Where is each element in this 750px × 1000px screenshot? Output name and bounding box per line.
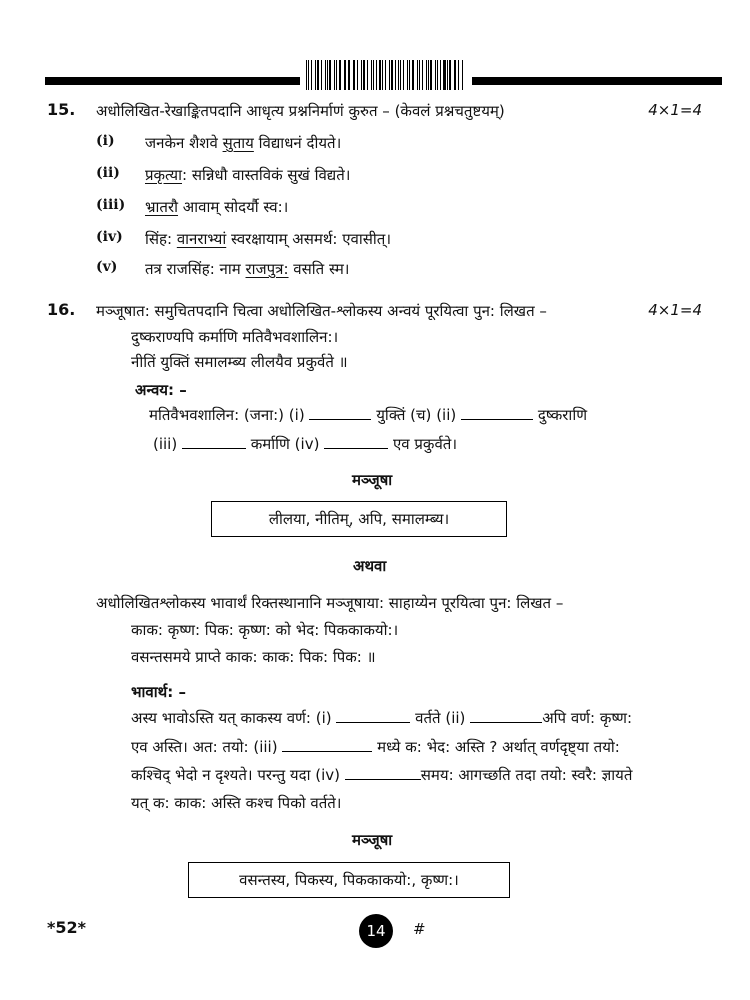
barcode-bar: [400, 60, 401, 90]
q15-item-label: (ii): [96, 165, 120, 181]
barcode-bar: [308, 60, 309, 90]
athava-label: अथवा: [353, 557, 387, 575]
question-16-instruction: मञ्जूषात: समुचितपदानि चित्वा अधोलिखित-श्लोकस्य अन्वयं पूरयित्वा पुन: लिखत –: [96, 302, 547, 320]
anvaya-blank-ii: [461, 407, 533, 420]
q15-item-pre: जनकेन शैशवे: [145, 134, 223, 152]
bhavarth-text-1a: अस्य भावोऽस्ति यत् काकस्य वर्ण: (i): [131, 709, 332, 727]
anvaya-text-e: दुष्कराणि: [537, 406, 588, 424]
q15-item-text: [145, 229, 391, 249]
barcode-bar: [409, 60, 410, 90]
barcode-bar: [407, 60, 408, 90]
barcode-bar: [403, 60, 404, 90]
barcode-bar: [389, 60, 390, 90]
q15-item-post: वसति स्म।: [288, 260, 350, 278]
barcode-bar: [455, 60, 456, 90]
barcode-image: [306, 60, 464, 90]
anvaya-text-c: युक्तिं (च): [376, 406, 432, 424]
bhavarth-text-1c: अपि वर्ण: कृष्ण:: [542, 709, 633, 727]
q15-item-underlined-word: राजपुत्र:: [245, 260, 289, 278]
anvaya-blank-iii: [182, 436, 246, 449]
barcode-bar: [367, 60, 368, 90]
q15-item-post: आवाम् सोदर्यौ स्व:।: [178, 198, 289, 216]
anvaya-text-end: एव प्रकुर्वते।: [392, 435, 458, 453]
anvaya-text-a: मतिवैभवशालिन: (जना:): [149, 406, 285, 424]
barcode-bar: [430, 60, 431, 90]
alt-shloka-line-1: काक: कृष्ण: पिक: कृष्ण: को भेद: पिककाकयो:।: [131, 621, 399, 639]
bhavarth-line-3: [131, 765, 632, 785]
q15-item-text: [145, 259, 349, 279]
anvaya-text-iv: (iv): [294, 435, 320, 453]
bhavarth-text-3a: कश्चिद् भेदो न दृश्यते। परन्तु यदा (iv): [131, 766, 340, 784]
barcode-bar: [385, 60, 386, 90]
barcode-bar: [447, 60, 448, 90]
manjusha-box-2: [188, 862, 510, 898]
barcode-bar: [306, 60, 307, 90]
shloka-line-2: नीतिं युक्तिं समालम्ब्य लीलयैव प्रकुर्वते ॥: [131, 353, 348, 371]
barcode-bar: [329, 60, 330, 90]
barcode-bar: [426, 60, 427, 90]
footer-hash: #: [413, 920, 426, 938]
barcode-bar: [422, 60, 423, 90]
alt-shloka-line-2: वसन्तसमये प्राप्ते काक: काक: पिक: पिक: ॥: [131, 648, 376, 666]
barcode-bar: [428, 60, 429, 90]
barcode-bar: [311, 60, 312, 90]
barcode-bar: [440, 60, 441, 90]
question-16-number: 16.: [47, 300, 76, 319]
anvaya-blank-i: [309, 407, 371, 420]
q15-item-pre: सिंह:: [145, 230, 177, 248]
q15-item-underlined-word: प्रकृत्या: [145, 166, 182, 184]
barcode-bar: [417, 60, 418, 90]
shloka-line-1: दुष्कराण्यपि कर्माणि मतिवैभवशालिन:।: [131, 328, 339, 346]
manjusha-words-1: लीलया, नीतिम्, अपि, समालम्ब्य।: [268, 510, 450, 528]
barcode-bar: [348, 60, 349, 90]
manjusha-box-1: [211, 501, 507, 537]
barcode-bar: [354, 60, 355, 90]
anvaya-text-d: (ii): [436, 406, 457, 424]
anvaya-text-b: (i): [288, 406, 305, 424]
anvaya-text-iii: (iii): [153, 435, 178, 453]
q15-item-underlined-word: सुताय: [222, 134, 254, 152]
barcode-bar: [449, 60, 450, 90]
barcode-bar: [376, 60, 377, 90]
manjusha-words-2: वसन्तस्य, पिकस्य, पिककाकयो:, कृष्ण:।: [239, 871, 459, 889]
q15-item-post: स्वरक्षायाम् असमर्थ: एवासीत्।: [226, 230, 392, 248]
barcode-bar: [462, 60, 463, 90]
barcode-bar: [437, 60, 438, 90]
barcode-bar: [379, 60, 380, 90]
manjusha-label-1: मञ्जूषा: [352, 471, 393, 489]
header-rule-left: [45, 77, 300, 85]
q15-item-post: विद्याधनं दीयते।: [253, 134, 342, 152]
anvaya-line-2: [153, 434, 457, 454]
barcode-bar: [325, 60, 326, 90]
alt-instruction: अधोलिखितश्लोकस्य भावार्थं रिक्तस्थानानि मञ्जूषाया: साहाय्येन पूरयित्वा पुन: लिखत –: [96, 594, 564, 612]
bhavarth-label: भावार्थ: –: [131, 683, 186, 701]
barcode-bar: [391, 60, 393, 90]
barcode-bar: [345, 60, 346, 90]
barcode-bar: [315, 60, 316, 90]
barcode-bar: [357, 60, 358, 90]
anvaya-text-karmani: कर्माणि: [250, 435, 290, 453]
barcode-bar: [344, 60, 345, 90]
barcode-bar: [321, 60, 322, 90]
q15-item-label: (iii): [96, 197, 126, 213]
bhavarth-line-1: [131, 708, 632, 728]
bhavarth-text-2a: एव अस्ति। अत: तयो: (iii): [131, 738, 278, 756]
q15-item-label: (i): [96, 133, 115, 149]
bhavarth-line-2: [131, 737, 620, 757]
q15-item-label: (iv): [96, 229, 123, 245]
barcode-bar: [363, 60, 365, 90]
barcode-bar: [395, 60, 396, 90]
barcode-bar: [339, 60, 341, 90]
barcode-bar: [443, 60, 445, 90]
anvaya-line-1: [149, 405, 587, 425]
barcode-bar: [454, 60, 455, 90]
header-rule-right: [472, 77, 722, 85]
manjusha-label-2: मञ्जूषा: [352, 831, 393, 849]
q15-item-text: [145, 133, 341, 153]
footer-code: *52*: [47, 918, 86, 937]
barcode-bar: [334, 60, 335, 90]
bhavarth-text-2b: मध्ये क: भेद: अस्ति ? अर्थात् वर्णदृष्ट्या तयो:: [377, 738, 620, 756]
page-number: 14: [366, 922, 386, 940]
q15-item-underlined-word: भ्रातरौ: [145, 198, 179, 216]
barcode-bar: [371, 60, 372, 90]
barcode-bar: [373, 60, 374, 90]
page-number-badge: [359, 914, 393, 948]
q15-item-label: (v): [96, 259, 118, 275]
anvaya-label: अन्वय: –: [135, 381, 187, 399]
question-15-instruction: अधोलिखित-रेखाङ्कितपदानि आधृत्य प्रश्ननिर्माणं कुरुत – (केवलं प्रश्नचतुष्टयम्): [96, 102, 505, 120]
question-16-marks: 4×1=4: [648, 301, 702, 319]
bhavarth-line-4: यत् क: काक: अस्ति कश्च पिको वर्तते।: [131, 794, 342, 812]
q15-item-text: [145, 165, 351, 185]
question-15-marks: 4×1=4: [648, 101, 702, 119]
barcode-bar: [435, 60, 436, 90]
bhavarth-blank-iii: [282, 739, 372, 752]
barcode-bar: [458, 60, 459, 90]
barcode-bar: [412, 60, 414, 90]
bhavarth-text-1b: वर्तते (ii): [415, 709, 466, 727]
q15-item-post: : सन्निधौ वास्तविकं सुखं विद्यते।: [182, 166, 351, 184]
barcode-bar: [353, 60, 354, 90]
anvaya-blank-iv: [324, 436, 388, 449]
bhavarth-blank-iv: [345, 767, 421, 780]
barcode-bar: [382, 60, 383, 90]
q15-item-text: [145, 197, 288, 217]
barcode-bar: [361, 60, 362, 90]
barcode-bar: [327, 60, 328, 90]
barcode-bar: [419, 60, 420, 90]
barcode-bar: [336, 60, 337, 90]
bhavarth-blank-i: [336, 710, 410, 723]
barcode-bar: [317, 60, 319, 90]
q15-item-pre: तत्र राजसिंह: नाम: [145, 260, 246, 278]
q15-item-underlined-word: वानराभ्यां: [176, 230, 227, 248]
barcode-bar: [398, 60, 399, 90]
question-15-number: 15.: [47, 100, 76, 119]
bhavarth-text-3b: समय: आगच्छति तदा तयो: स्वरै: ज्ञायते: [420, 766, 633, 784]
bhavarth-blank-ii: [470, 710, 542, 723]
